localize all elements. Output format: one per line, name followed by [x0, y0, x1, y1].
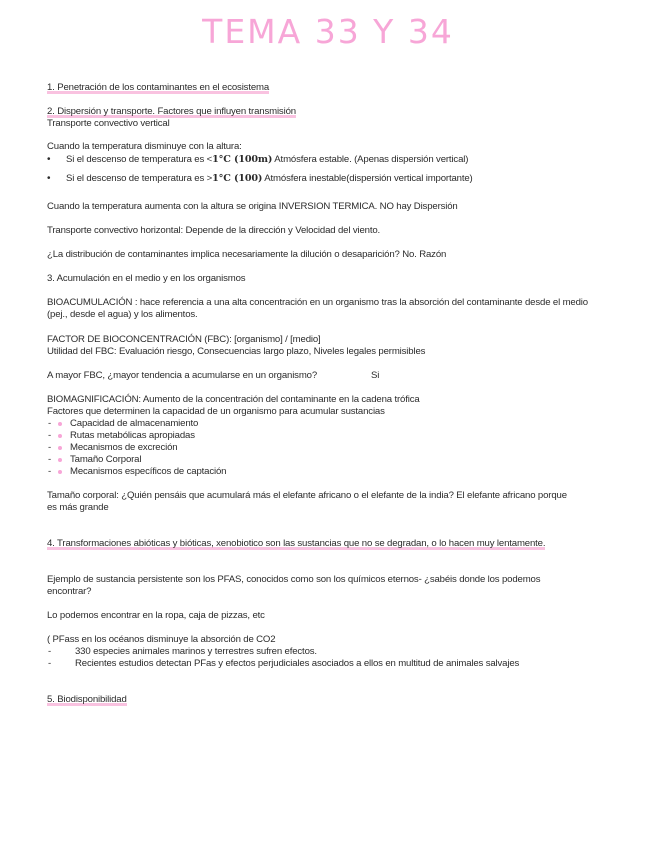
pink-bullet-icon	[58, 434, 62, 438]
fbc-utility: Utilidad del FBC: Evaluación riesgo, Consecuencias largo plazo, Niveles legales permisibles	[47, 346, 426, 357]
pink-bullet-icon	[58, 470, 62, 474]
persistent-substance-line-2: encontrar?	[47, 586, 92, 597]
dash-marker: -	[48, 442, 52, 453]
pfas-item: Recientes estudios detectan PFas y efectos perjudiciales asociados a ellos en multitud de animales salvajes	[75, 658, 520, 669]
bioaccumulation-line-1: BIOACUMULACIÓN : hace referencia a una alta concentración en un organismo tras la absorción del contaminante desde el medio	[47, 297, 588, 308]
factor-item: Mecanismos específicos de captación	[70, 466, 227, 477]
where-found-text: Lo podemos encontrar en la ropa, caja de pizzas, etc	[47, 610, 265, 621]
fbc-question: A mayor FBC, ¿mayor tendencia a acumularse en un organismo?	[47, 370, 318, 381]
bullet-icon: •	[47, 154, 51, 165]
horizontal-transport-text: Transporte convectivo horizontal: Depende de la dirección y Velocidad del viento.	[47, 225, 381, 236]
bullet-icon: •	[47, 173, 51, 184]
factor-item: Mecanismos de excreción	[70, 442, 178, 453]
pink-bullet-icon	[58, 458, 62, 462]
biomagnification-factors-intro: Factores que determinen la capacidad de un organismo para acumular sustancias	[47, 406, 385, 417]
factor-item: Tamaño Corporal	[70, 454, 142, 465]
section-2-heading: 2. Dispersión y transporte. Factores que influyen transmisión	[47, 106, 296, 117]
pfas-oceans-text: ( PFass en los océanos disminuye la absorción de CO2	[47, 634, 276, 645]
bullet-unstable: Si el descenso de temperatura es >1°C (100) Atmósfera inestable(dispersión vertical importante)	[66, 173, 473, 184]
body-size-answer: es más grande	[47, 502, 109, 513]
dash-marker: -	[48, 418, 52, 429]
dash-marker: -	[48, 658, 52, 669]
temp-increase-text: Cuando la temperatura aumenta con la altura se origina INVERSION TERMICA. NO hay Dispersión	[47, 201, 458, 212]
section-2-subtitle: Transporte convectivo vertical	[47, 118, 170, 129]
body-size-question: Tamaño corporal: ¿Quién pensáis que acumulará más el elefante africano o el elefante de la india? El elefante africano porque	[47, 490, 567, 501]
distribution-question: ¿La distribución de contaminantes implica necesariamente la dilución o desaparición? No. Razón	[47, 249, 447, 260]
factor-item: Capacidad de almacenamiento	[70, 418, 199, 429]
bullet-stable: Si el descenso de temperatura es <1°C (100m) Atmósfera estable. (Apenas dispersión vertical)	[66, 154, 469, 165]
section-3-heading: 3. Acumulación en el medio y en los organismos	[47, 273, 246, 284]
dash-marker: -	[48, 466, 52, 477]
pink-bullet-icon	[58, 446, 62, 450]
dash-marker: -	[48, 430, 52, 441]
dash-marker: -	[48, 454, 52, 465]
bioaccumulation-line-2: (pej., desde el agua) y los alimentos.	[47, 309, 198, 320]
pink-bullet-icon	[58, 422, 62, 426]
biomagnification-definition: BIOMAGNIFICACIÓN: Aumento de la concentración del contaminante en la cadena trófica	[47, 394, 420, 405]
fbc-answer: Si	[371, 370, 380, 381]
persistent-substance-line-1: Ejemplo de sustancia persistente son los PFAS, conocidos como son los químicos eternos- ¿sabéis donde los podemos	[47, 574, 541, 585]
fbc-definition: FACTOR DE BIOCONCENTRACIÓN (FBC): [organismo] / [medio]	[47, 334, 321, 345]
section-1-heading: 1. Penetración de los contaminantes en el ecosistema	[47, 82, 270, 93]
section-4-heading: 4. Transformaciones abióticas y bióticas, xenobiotico son las sustancias que no se degradan, o lo hacen muy lentamente.	[47, 538, 546, 549]
page-title: TEMA 33 Y 34	[202, 12, 454, 51]
factor-item: Rutas metabólicas apropiadas	[70, 430, 195, 441]
pfas-item: 330 especies animales marinos y terrestres sufren efectos.	[75, 646, 317, 657]
temp-decrease-text: Cuando la temperatura disminuye con la altura:	[47, 141, 242, 152]
section-5-heading: 5. Biodisponibilidad	[47, 694, 127, 705]
dash-marker: -	[48, 646, 52, 657]
